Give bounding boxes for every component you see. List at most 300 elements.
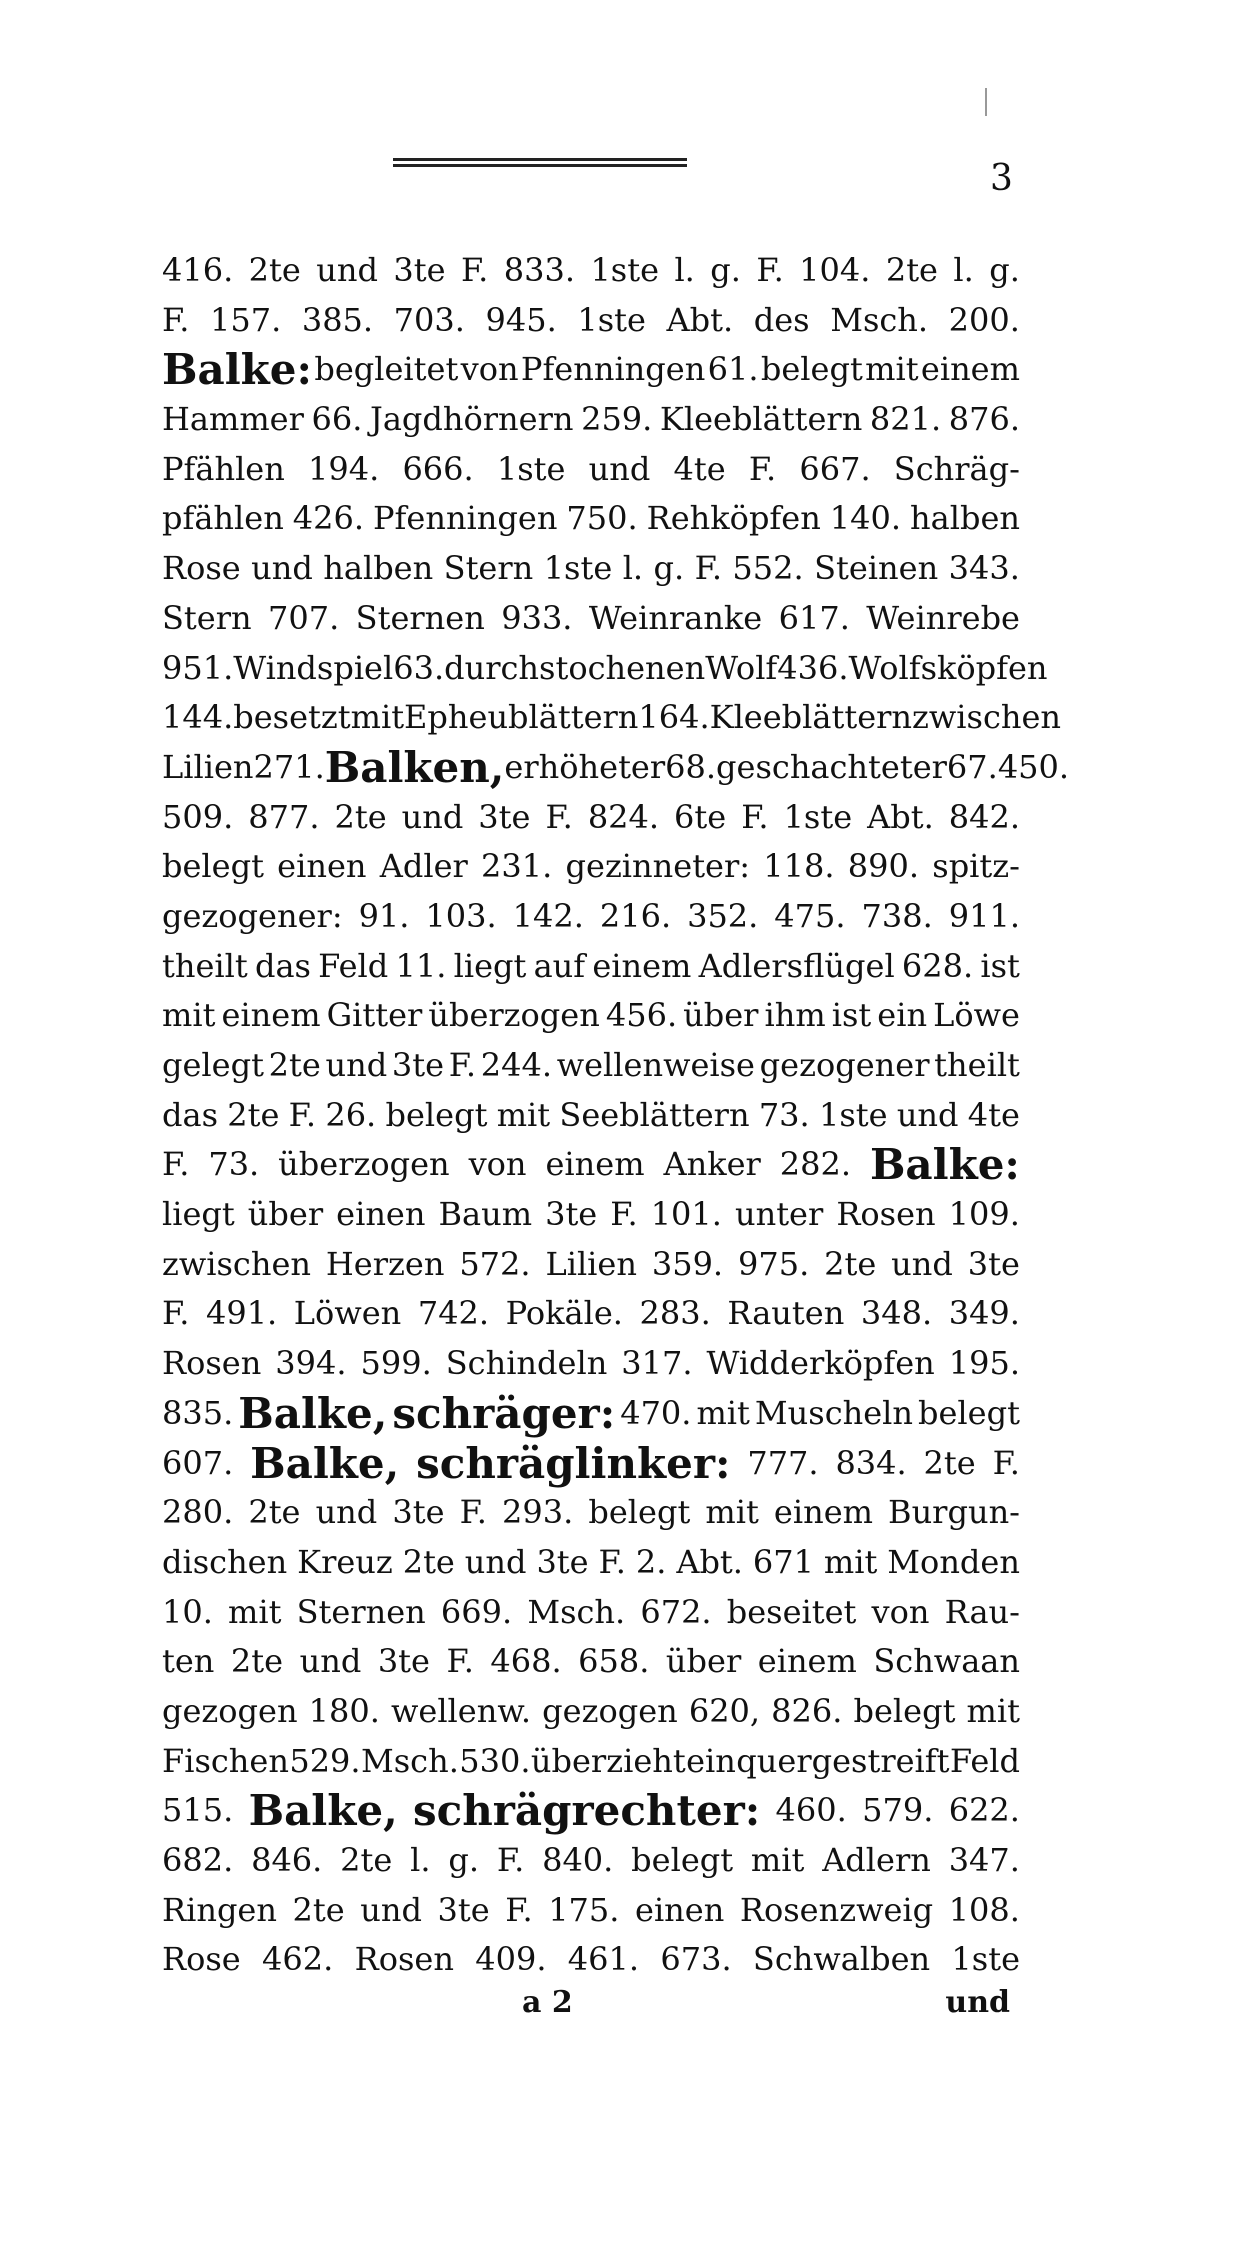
text-word: liegt [453,946,527,985]
text-word: Löwe [933,996,1020,1035]
text-word: 579. [862,1791,934,1830]
text-word: belegt [385,1095,488,1134]
text-line [162,1439,1020,1489]
text-word: Msch. [360,1741,459,1780]
text-word: F. [162,1145,190,1184]
text-word: l. [410,1841,431,1879]
text-line [162,991,1020,1041]
entry-heading-word: Balke, [248,1786,398,1836]
text-word: 108. [948,1890,1020,1929]
text-word: 3te [393,251,446,289]
text-word: F. [748,449,777,488]
text-word: des [753,300,810,339]
text-line [162,1786,1020,1836]
text-word: Msch. [527,1592,626,1631]
text-word: 468. [490,1642,562,1681]
text-word: und [891,1244,953,1283]
text-word: 216. [599,896,672,935]
text-word: mit [705,1493,759,1532]
entry-heading-word: Balke: [162,345,312,395]
text-word: 945. [485,300,557,339]
text-word: 2te [334,797,387,836]
text-word: von [460,350,519,389]
text-line [162,1737,1020,1787]
text-word: belegt [631,1841,734,1879]
text-word: mit [350,698,405,737]
text-word: einem [545,1145,645,1184]
text-word: Feld [318,946,389,985]
text-word: 73. [758,1095,810,1134]
text-word: gezogener: [162,896,343,935]
text-word: Sternen [355,598,485,637]
text-word: 426. [292,499,365,538]
text-word: 1ste [590,251,660,289]
text-word: Windspiel [233,648,394,687]
text-word: ein [877,996,928,1035]
text-word: 1ste [543,549,613,588]
text-word: 118. [763,847,835,886]
text-word: 175. [548,1890,620,1929]
text-line [162,296,1020,346]
text-word: 2te [230,1642,284,1681]
text-word: 26. [325,1095,377,1134]
text-line [162,1687,1020,1737]
text-word: Rehköpfen [646,499,821,538]
text-word: 1ste [783,797,853,836]
entry-heading-word: Balke, [238,1388,388,1438]
text-word: 821. [869,400,942,439]
text-word: 3te [392,1493,445,1532]
text-word: Widderköpfen [706,1344,935,1383]
text-word: 673. [660,1940,732,1979]
text-word: Ringen [162,1890,277,1929]
text-word: 515. [162,1791,234,1830]
text-word: 529. [289,1741,361,1780]
text-word: 552. [732,549,804,588]
text-word: 738. [861,896,933,935]
text-word: 877. [248,797,320,836]
text-line [162,1637,1020,1687]
text-word: quergestreift [736,1741,950,1780]
text-word: zwischen [912,698,1062,737]
text-word: Msch. [830,300,929,339]
text-word: belegt [853,1691,956,1730]
text-word: 3te [478,797,531,836]
entry-heading-word: schräger: [392,1388,616,1438]
text-word: 343. [948,549,1020,588]
text-word: 826. [771,1691,843,1730]
text-word: einem [773,1493,873,1532]
text-word: unter [734,1195,824,1234]
text-word: 462. [262,1940,334,1979]
text-line [162,1091,1020,1141]
text-word: 475. [774,896,846,935]
text-word: F. [545,797,573,836]
text-word: 1ste [818,1095,888,1134]
text-line [162,1488,1020,1538]
entry-heading-word: Balke, [250,1438,400,1488]
text-word: 2te [248,251,301,289]
text-word: Weinranke [588,598,763,637]
text-word: 933. [501,598,573,637]
entry-heading-word: Balke: [869,1140,1020,1190]
text-word: mit [750,1841,805,1879]
text-word: einen [336,1195,426,1234]
text-line [162,445,1020,495]
text-word: Wolf [705,648,778,687]
text-word: F. [992,1443,1020,1482]
text-word: 293. [502,1493,574,1532]
text-word: Wolfsköpfen [848,648,1048,687]
text-word: geschachteter [716,747,947,786]
text-word: 2te [268,1046,321,1084]
text-word: Kreuz [297,1542,393,1581]
text-word: Schwaan [873,1642,1020,1681]
text-word: einem [221,996,321,1035]
text-word: 352. [687,896,759,935]
text-word: 703. [393,300,465,339]
text-word: gezogen [542,1691,678,1730]
text-word: Pfenningen [373,499,558,538]
text-word: 280. [162,1493,234,1532]
text-word: 194. [308,449,380,488]
text-line [162,395,1020,445]
text-line [162,1886,1020,1936]
text-word: einem [920,350,1020,389]
text-word: Abt. [666,300,734,339]
text-word: 103. [425,896,497,935]
scan-mark [985,88,987,116]
text-word: 2te [824,1244,877,1283]
text-word: Rose [162,1940,241,1979]
text-word: 951. [162,648,234,687]
text-line [162,693,1062,743]
text-word: F. [610,1195,638,1234]
text-line [162,1588,1020,1638]
text-word: 456. [605,996,678,1035]
text-word: 666. [402,449,474,488]
text-word: 658. [578,1642,650,1681]
text-word: 2te [402,1542,455,1581]
text-word: besetzt [233,698,351,737]
text-word: 244. [480,1046,553,1084]
text-word: 846. [251,1841,323,1879]
text-word: überzogen [428,996,600,1035]
text-word: Sternen [296,1592,426,1631]
text-word: Adlern [822,1841,931,1879]
text-line [162,892,1020,942]
text-word: theilt [162,946,248,985]
text-word: F. [598,1542,626,1581]
text-word: 460. [775,1791,847,1830]
text-word: mit [823,1542,878,1581]
text-word: Adlersflügel [698,946,895,985]
text-word: 509. [162,797,234,836]
text-word: Feld [949,1741,1020,1780]
text-word: F. [446,1642,474,1681]
text-word: ein [686,1741,736,1780]
text-line [162,1041,1020,1091]
text-word: 2te [248,1493,301,1532]
text-word: pfählen [162,499,284,538]
text-word: 3te [536,1542,589,1581]
text-word: und [251,549,313,588]
text-word: Epheublättern [404,698,639,737]
text-word: 416. [162,251,234,289]
text-word: gezogen [162,1691,298,1730]
text-word: F. [460,251,489,289]
text-word: mit [496,1095,551,1134]
text-word: 259. [581,400,653,439]
text-word: mit [696,1393,750,1432]
text-word: Pfenningen [520,350,706,389]
text-word: 2te [227,1095,280,1134]
text-word: einem [592,946,692,985]
text-word: 3te [391,1046,445,1084]
text-word: Rose [162,549,241,588]
text-word: auf [533,946,586,985]
text-word: 283. [639,1294,711,1333]
text-word: Rosenzweig [739,1890,934,1929]
text-word: 3te [967,1244,1020,1283]
text-word: halben [910,499,1020,538]
text-word: überzogen [278,1145,450,1184]
text-word: F. [459,1493,487,1532]
text-word: Anker [663,1145,761,1184]
text-word: 157. [209,300,282,339]
text-word: halben [323,549,434,588]
signature-mark: a 2 [522,1985,573,2020]
text-word: mit [966,1691,1020,1730]
page-number: 3 [990,158,1013,199]
text-word: Fischen [162,1741,289,1780]
text-word: l. [953,251,974,289]
text-word: 3te [545,1195,598,1234]
text-word: Hammer [162,400,304,439]
text-word: F. [288,1095,317,1134]
text-word: Schwalben [752,1940,931,1979]
text-word: zwischen [162,1244,311,1283]
text-line [162,1289,1020,1339]
text-word: 6te [674,797,727,836]
text-word: mit [162,996,216,1035]
text-word: durchstochenen [444,648,706,687]
text-line [162,1190,1020,1240]
text-word: mit [865,350,919,389]
text-word: g. [710,251,741,289]
text-word: und [315,1493,378,1532]
text-word: F. [741,797,769,836]
text-line [162,1935,1020,1985]
text-word: 890. [847,847,920,886]
text-word: 4te [673,449,726,488]
text-word: 63. [393,648,445,687]
text-word: 824. [587,797,660,836]
text-word: 66. [311,400,363,439]
text-word: gelegt [162,1046,264,1084]
text-word: 394. [275,1344,347,1383]
text-word: 231. [481,847,553,886]
text-word: Stern [162,598,252,637]
text-word: 2. [635,1542,667,1581]
text-word: 3te [377,1642,430,1681]
text-word: und [401,797,464,836]
text-word: einen [635,1890,725,1929]
text-word: Weinrebe [866,598,1020,637]
text-word: 833. [503,251,576,289]
text-word: Herzen [325,1244,445,1283]
text-word: 707. [268,598,340,637]
text-word: 667. [799,449,871,488]
text-line [162,544,1020,594]
text-word: Kleeblättern [709,698,913,737]
text-word: 140. [829,499,902,538]
text-line [162,742,1070,793]
text-word: 622. [948,1791,1020,1830]
text-word: Monden [887,1542,1020,1581]
text-word: überzieht [530,1741,686,1780]
text-word: gezogener [759,1046,930,1084]
text-word: 3te [437,1890,490,1929]
text-word: und [316,251,378,289]
text-word: 461. [567,1940,640,1979]
text-word: 750. [566,499,638,538]
text-word: Lilien [162,747,254,786]
entry-heading-word: schräglinker: [416,1438,731,1488]
text-word: 669. [440,1592,513,1631]
text-word: 876. [948,400,1020,439]
text-word: 682. [162,1841,234,1879]
text-word: Stern [443,549,534,588]
index-text-block [162,246,1070,1985]
text-word: Rosen [354,1940,454,1979]
text-line [162,942,1020,992]
text-word: Rau- [944,1592,1020,1631]
text-word: 142. [512,896,584,935]
text-word: 672. [640,1592,712,1631]
text-word: über [247,1195,324,1234]
text-word: 777. [747,1443,819,1482]
text-word: 2te [923,1443,976,1482]
text-line [162,793,1020,843]
text-word: Schindeln [445,1344,608,1383]
text-word: über [665,1642,742,1681]
text-word: F. [162,1294,190,1333]
text-word: 607. [162,1443,234,1482]
text-word: 91. [358,896,410,935]
text-word: das [254,946,311,985]
entry-heading-word: schrägrechter: [413,1786,761,1836]
text-word: 470. [620,1393,692,1432]
text-word: Jagdhörnern [369,400,574,439]
text-line [162,1240,1020,1290]
text-word: mit [228,1592,282,1631]
text-word: und [360,1890,422,1929]
text-word: 2te [885,251,938,289]
text-word: Rosen [836,1195,936,1234]
text-word: und [588,449,651,488]
text-word: 620, [688,1691,761,1730]
text-word: l. [622,549,644,588]
text-word: wellenweise [556,1046,755,1084]
text-word: Baum [438,1195,533,1234]
text-word: theilt [934,1046,1020,1084]
text-word: 1ste [496,449,566,488]
text-line [162,842,1020,892]
text-word: 1ste [951,1940,1020,1979]
text-word: Abt. [867,797,934,836]
text-word: belegt [162,847,264,886]
text-line [162,594,1020,644]
text-word: 2te [292,1890,345,1929]
text-word: Muscheln [754,1393,913,1432]
text-word: 317. [621,1344,693,1383]
text-word: 4te [967,1095,1020,1134]
text-word: wellenw. [390,1691,532,1730]
text-word: 385. [301,300,374,339]
text-word: 911. [948,896,1020,935]
text-word: 61. [707,350,759,389]
text-word: 271. [253,747,325,786]
text-word: belegt [588,1493,691,1532]
text-word: 671 [752,1542,814,1581]
text-word: 359. [651,1244,724,1283]
text-line [162,494,1020,544]
text-word: Rosen [162,1344,262,1383]
text-word: 842. [948,797,1020,836]
text-word: und [464,1542,527,1581]
text-word: und [896,1095,959,1134]
text-word: 101. [650,1195,722,1234]
text-word: 628. [901,946,974,985]
text-word: über [683,996,759,1035]
text-word: 409. [475,1940,547,1979]
text-word: 144. [162,698,234,737]
text-word: F. [448,1046,477,1084]
text-word: Schräg- [893,449,1020,488]
text-word: F. [496,1841,525,1879]
text-word: Rauten [727,1294,845,1333]
text-word: 349. [948,1294,1020,1333]
text-word: 73. [208,1145,260,1184]
text-word: beseitet [726,1592,857,1631]
text-word: 348. [860,1294,933,1333]
text-word: 2te [340,1841,393,1879]
text-word: 491. [205,1294,278,1333]
text-word: 164. [638,698,710,737]
text-word: Lilien [545,1244,637,1283]
text-word: Steinen [814,549,939,588]
text-word: belegt [760,350,863,389]
text-word: F. [694,549,722,588]
text-word: einen [277,847,367,886]
text-word: liegt [162,1195,235,1234]
text-word: 599. [360,1344,432,1383]
text-word: 109. [948,1195,1020,1234]
text-word: das [162,1095,218,1134]
text-word: dischen [162,1542,288,1581]
text-word: 10. [162,1592,213,1631]
text-word: F. [756,251,784,289]
text-word: einem [757,1642,857,1681]
text-word: spitz- [932,847,1020,886]
text-word: 572. [459,1244,531,1283]
text-word: 834. [835,1443,907,1482]
entry-heading-word: Balken, [324,742,505,792]
text-line [162,1140,1020,1190]
text-line [162,644,1048,694]
catchword: und [945,1985,1010,2020]
